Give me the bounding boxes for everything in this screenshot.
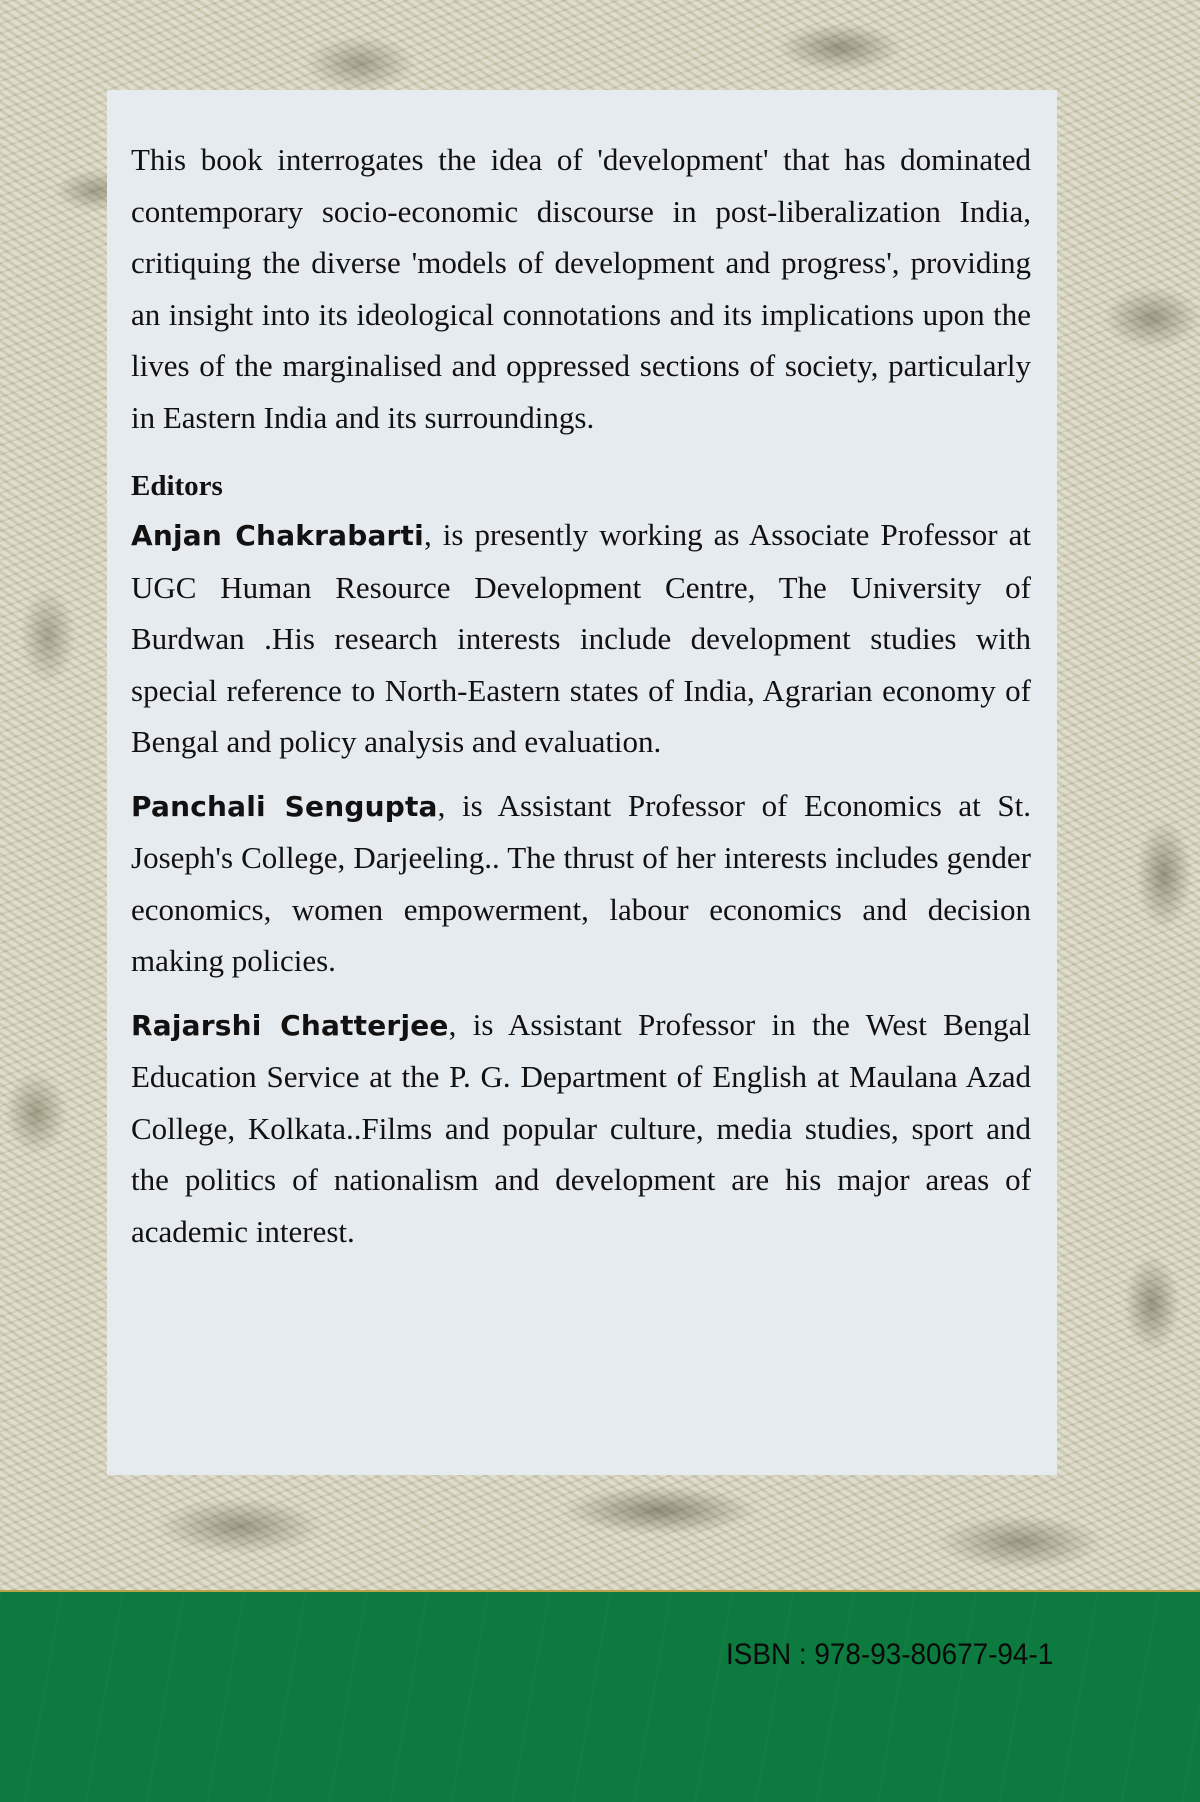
editor-bio-text: , is Assistant Professor of Economics at St. Joseph's College, Darjeeling.. The thrust of her interests includes gender economics, women empowerment, labour economics and decision making policies. xyxy=(131,787,1031,978)
editor-bio-text: , is presently working as Associate Professor at UGC Human Resource Development Centre, The University of Burdwan .His research interests include development studies with special reference to North-Eastern states of India, Agrarian economy of Bengal and policy analysis and evaluation. xyxy=(131,517,1032,759)
editor-name: Anjan Chakrabarti xyxy=(131,519,424,552)
editor-name: Rajarshi Chatterjee xyxy=(131,1008,449,1042)
book-description: This book interrogates the idea of 'development' that has dominated contemporary socio-economic discourse in post-liberalization India, critiquing the diverse 'models of development and progress', providing an insight into its ideological connotations and its implications upon the lives of the marginalised and oppressed sections of society, particularly in Eastern India and its surroundings. xyxy=(131,142,1031,435)
editor-name: Panchali Sengupta xyxy=(131,789,438,823)
editor-bio-rajarshi-chatterjee xyxy=(131,999,1031,1258)
editor-bio-text: , is Assistant Professor in the West Bengal Education Service at the P. G. Department of English at Maulana Azad College, Kolkata..Films and popular culture, media studies, sport and the politics of nationalism and development are his major areas of academic interest. xyxy=(131,1006,1031,1249)
editor-bio-panchali-sengupta xyxy=(131,780,1031,987)
green-footer-band xyxy=(0,1590,1200,1802)
back-cover-text-panel xyxy=(107,90,1057,1475)
editor-bio-anjan-chakrabarti xyxy=(131,509,1031,768)
isbn-label: ISBN : 978-93-80677-94-1 xyxy=(726,1638,1054,1671)
editors-heading: Editors xyxy=(131,470,223,502)
